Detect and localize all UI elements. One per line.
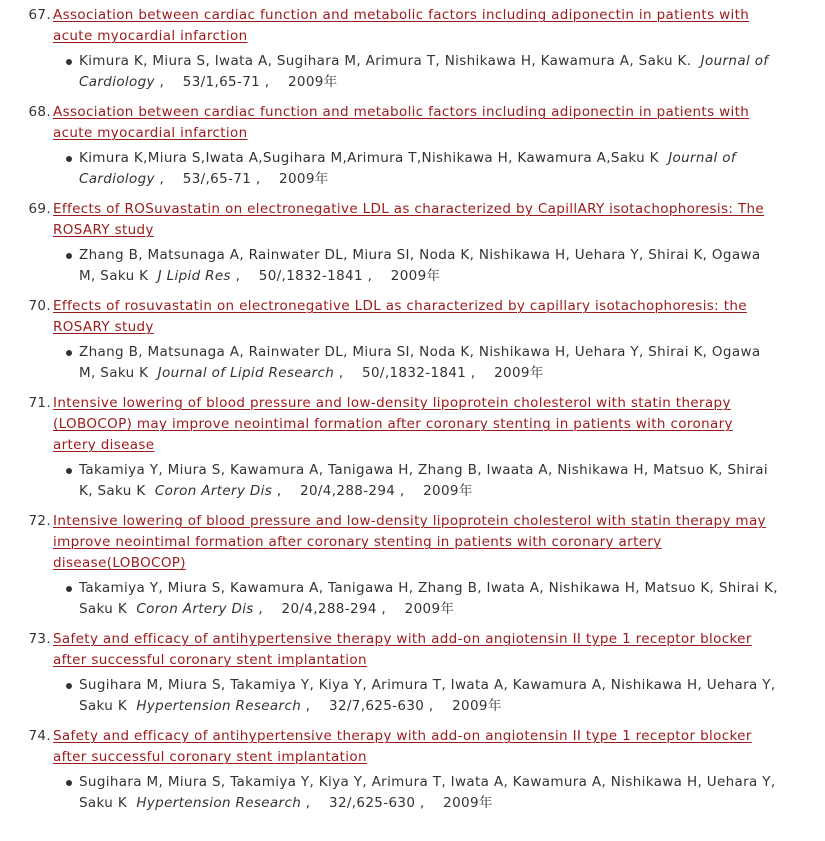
publication-year: 2009年 (494, 365, 544, 381)
publication-entry (0, 199, 825, 287)
publication-journal: Coron Artery Dis (136, 601, 254, 617)
publication-title-link[interactable]: Effects of ROSuvastatin on electronegative LDL as characterized by CapillARY isotachophoresis: The ROSARY study (53, 201, 765, 238)
publication-journal: Journal of Cardiology (79, 53, 769, 90)
publication-journal: Hypertension Research (136, 698, 302, 714)
publication-journal: Journal of Cardiology (79, 150, 736, 187)
publication-authors: Kimura K,Miura S,Iwata A,Sugihara M,Arimura T,Nishikawa H, Kawamura A,Saku K (79, 150, 659, 166)
publication-title-link[interactable]: Safety and efficacy of antihypertensive therapy with add-on angiotensin II type 1 receptor blocker after successful coronary stent implantation (53, 631, 752, 668)
publication-volume: 32/,625-630 (329, 795, 416, 811)
publication-authors: Kimura K, Miura S, Iwata A, Sugihara M, Arimura T, Nishikawa H, Kawamura A, Saku K. (79, 53, 692, 69)
publication-journal: Journal of Lipid Research (157, 365, 335, 381)
publication-citation: Zhang B, Matsunaga A, Rainwater DL, Miura SI, Noda K, Nishikawa H, Uehara Y, Shirai K, Ogawa M, Saku K Journal of Lipid Research , 50/,1832-1841 , 2009年 (79, 342, 779, 384)
publication-year: 2009年 (423, 483, 473, 499)
publication-title-link[interactable]: Safety and efficacy of antihypertensive therapy with add-on angiotensin II type 1 receptor blocker after successful coronary stent implantation (53, 728, 752, 765)
publication-authors: Zhang B, Matsunaga A, Rainwater DL, Miura SI, Noda K, Nishikawa H, Uehara Y, Shirai K, Ogawa M, Saku K (79, 344, 761, 381)
publication-year: 2009年 (404, 601, 455, 617)
publication-volume: 53/1,65-71 (182, 74, 261, 90)
publication-entry (0, 511, 825, 620)
publication-authors: Zhang B, Matsunaga A, Rainwater DL, Miura SI, Noda K, Nishikawa H, Uehara Y, Shirai K, Ogawa M, Saku K (79, 247, 761, 284)
publication-year: 2009年 (287, 74, 338, 90)
publication-citation: Zhang B, Matsunaga A, Rainwater DL, Miura SI, Noda K, Nishikawa H, Uehara Y, Shirai K, Ogawa M, Saku K J Lipid Res , 50/,1832-1841 , 2009年 (79, 245, 779, 287)
publication-authors: Sugihara M, Miura S, Takamiya Y, Kiya Y, Arimura T, Iwata A, Kawamura A, Nishikawa H, Uehara Y, Saku K (79, 677, 776, 714)
publication-authors: Takamiya Y, Miura S, Kawamura A, Tanigawa H, Zhang B, Iwaata A, Nishikawa H, Matsuo K, Shirai K, Saku K (79, 462, 769, 499)
publication-citation: Kimura K,Miura S,Iwata A,Sugihara M,Arimura T,Nishikawa H, Kawamura A,Saku K Journal of Cardiology , 53/,65-71 , 2009年 (79, 148, 779, 190)
publication-title-link[interactable]: Intensive lowering of blood pressure and low-density lipoprotein cholesterol with statin therapy may improve neointimal formation after coronary stenting in patients with coronary artery disease(LOBOCOP) (53, 513, 766, 571)
publication-title-link[interactable]: Intensive lowering of blood pressure and low-density lipoprotein cholesterol with statin therapy (LOBOCOP) may improve neointimal formation after coronary stenting in patients with coronary artery disease (53, 395, 733, 453)
publication-entry (0, 5, 825, 93)
publication-entry (0, 726, 825, 814)
publication-journal: Hypertension Research (136, 795, 302, 811)
publication-entry (0, 629, 825, 717)
publication-number: 69. (28, 201, 51, 217)
publication-number: 73. (28, 631, 51, 647)
publication-title-link[interactable]: Effects of rosuvastatin on electronegative LDL as characterized by capillary isotachophoresis: the ROSARY study (53, 298, 747, 335)
publication-number: 74. (28, 728, 51, 744)
publication-year: 2009年 (443, 795, 493, 811)
publication-number: 68. (28, 104, 51, 120)
publication-volume: 50/,1832-1841 (362, 365, 467, 381)
publication-authors: Takamiya Y, Miura S, Kawamura A, Tanigawa H, Zhang B, Iwata A, Nishikawa H, Matsuo K, Shirai K, Saku K (79, 580, 778, 617)
publication-volume: 20/4,288-294 (281, 601, 377, 617)
publication-entry (0, 393, 825, 502)
publication-year: 2009年 (390, 268, 441, 284)
publication-year: 2009年 (279, 171, 329, 187)
publication-citation: Kimura K, Miura S, Iwata A, Sugihara M, Arimura T, Nishikawa H, Kawamura A, Saku K. Journal of Cardiology , 53/1,65-71 , 2009年 (79, 51, 779, 93)
publication-authors: Sugihara M, Miura S, Takamiya Y, Kiya Y, Arimura T, Iwata A, Kawamura A, Nishikawa H, Uehara Y, Saku K (79, 774, 776, 811)
publication-entry (0, 102, 825, 190)
publication-journal: J Lipid Res (157, 268, 231, 284)
publication-citation: Takamiya Y, Miura S, Kawamura A, Tanigawa H, Zhang B, Iwaata A, Nishikawa H, Matsuo K, Shirai K, Saku K Coron Artery Dis , 20/4,288-294 , 2009年 (79, 460, 779, 502)
publication-journal: Coron Artery Dis (154, 483, 273, 499)
publication-number: 67. (28, 7, 51, 23)
publication-citation: Sugihara M, Miura S, Takamiya Y, Kiya Y, Arimura T, Iwata A, Kawamura A, Nishikawa H, Uehara Y, Saku K Hypertension Research , 32/7,625-630 , 2009年 (79, 675, 779, 717)
publication-number: 72. (28, 513, 51, 529)
publication-volume: 20/4,288-294 (300, 483, 396, 499)
publication-year: 2009年 (452, 698, 502, 714)
publication-volume: 53/,65-71 (182, 171, 252, 187)
publication-volume: 50/,1832-1841 (258, 268, 363, 284)
publication-title-link[interactable]: Association between cardiac function and metabolic factors including adiponectin in patients with acute myocardial infarction (53, 7, 750, 44)
publication-entry (0, 296, 825, 384)
publication-citation: Sugihara M, Miura S, Takamiya Y, Kiya Y, Arimura T, Iwata A, Kawamura A, Nishikawa H, Uehara Y, Saku K Hypertension Research , 32/,625-630 , 2009年 (79, 772, 779, 814)
publication-title-link[interactable]: Association between cardiac function and metabolic factors including adiponectin in patients with acute myocardial infarction (53, 104, 750, 141)
publication-number: 71. (28, 395, 51, 411)
publication-number: 70. (28, 298, 51, 314)
publication-volume: 32/7,625-630 (329, 698, 425, 714)
publication-citation: Takamiya Y, Miura S, Kawamura A, Tanigawa H, Zhang B, Iwata A, Nishikawa H, Matsuo K, Shirai K, Saku K Coron Artery Dis , 20/4,288-294 , 2009年 (79, 578, 779, 620)
